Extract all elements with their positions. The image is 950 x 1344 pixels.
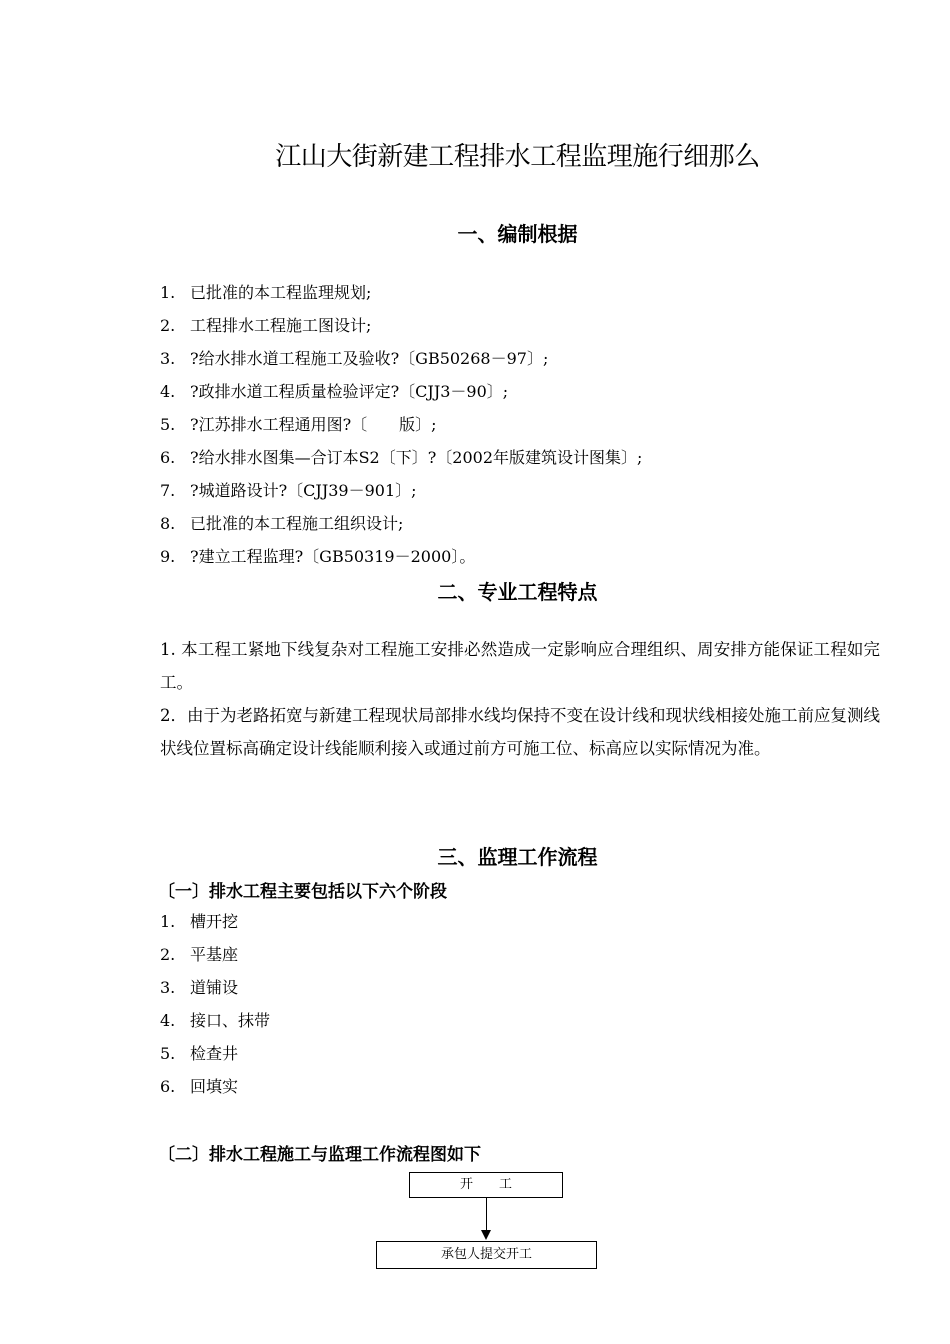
section-heading-workflow: 三、监理工作流程	[437, 845, 598, 869]
flow-arrow	[486, 1198, 487, 1230]
list-item: 2. 工程排水工程施工图设计;	[160, 316, 372, 335]
stages-list	[160, 905, 270, 1103]
subheading-flowchart: 〔二〕排水工程施工与监理工作流程图如下	[158, 1145, 481, 1165]
list-item: 4. 接口、抹带	[160, 1011, 271, 1030]
basis-list	[160, 276, 642, 573]
list-item: 9. ?建立工程监理?〔GB50319－2000〕。	[160, 547, 476, 566]
list-item: 6. 回填实	[160, 1077, 239, 1096]
list-item: 1. 已批准的本工程监理规划;	[160, 283, 372, 302]
subheading-stages: 〔一〕排水工程主要包括以下六个阶段	[158, 882, 447, 902]
list-item: 6. ?给水排水图集—合订本S2〔下〕?〔2002年版建筑设计图集〕;	[160, 448, 643, 467]
flow-step-box: 承包人提交开工	[376, 1241, 597, 1269]
list-item: 1. 槽开挖	[160, 912, 239, 931]
list-item: 8. 已批准的本工程施工组织设计;	[160, 514, 404, 533]
list-item: 7. ?城道路设计?〔CJJ39－901〕;	[160, 481, 417, 500]
flow-start-box: 开 工	[409, 1172, 563, 1198]
list-item: 4. ?政排水道工程质量检验评定?〔CJJ3－90〕;	[160, 382, 509, 401]
list-item: 5. ?江苏排水工程通用图?〔 版〕;	[160, 415, 437, 434]
section-heading-features: 二、专业工程特点	[437, 580, 598, 604]
feature-paragraph-1: 1. 本工程工紧地下线复杂对工程施工安排必然造成一定影响应合理组织、周安排方能保证工程如完工。	[160, 640, 880, 692]
list-item: 3. ?给水排水道工程施工及验收?〔GB50268－97〕;	[160, 349, 549, 368]
section-heading-basis: 一、编制根据	[457, 222, 578, 246]
document-title: 江山大街新建工程排水工程监理施行细那么	[275, 142, 760, 172]
list-item: 5. 检查井	[160, 1044, 239, 1063]
feature-paragraph-2: 2．由于为老路拓宽与新建工程现状局部排水线均保持不变在设计线和现状线相接处施工前应复测线状线位置标高确定设计线能顺利接入或通过前方可施工位、标高应以实际情况为准。	[160, 706, 880, 758]
list-item: 2. 平基座	[160, 945, 239, 964]
flow-arrow-head	[481, 1230, 491, 1240]
list-item: 3. 道铺设	[160, 978, 239, 997]
